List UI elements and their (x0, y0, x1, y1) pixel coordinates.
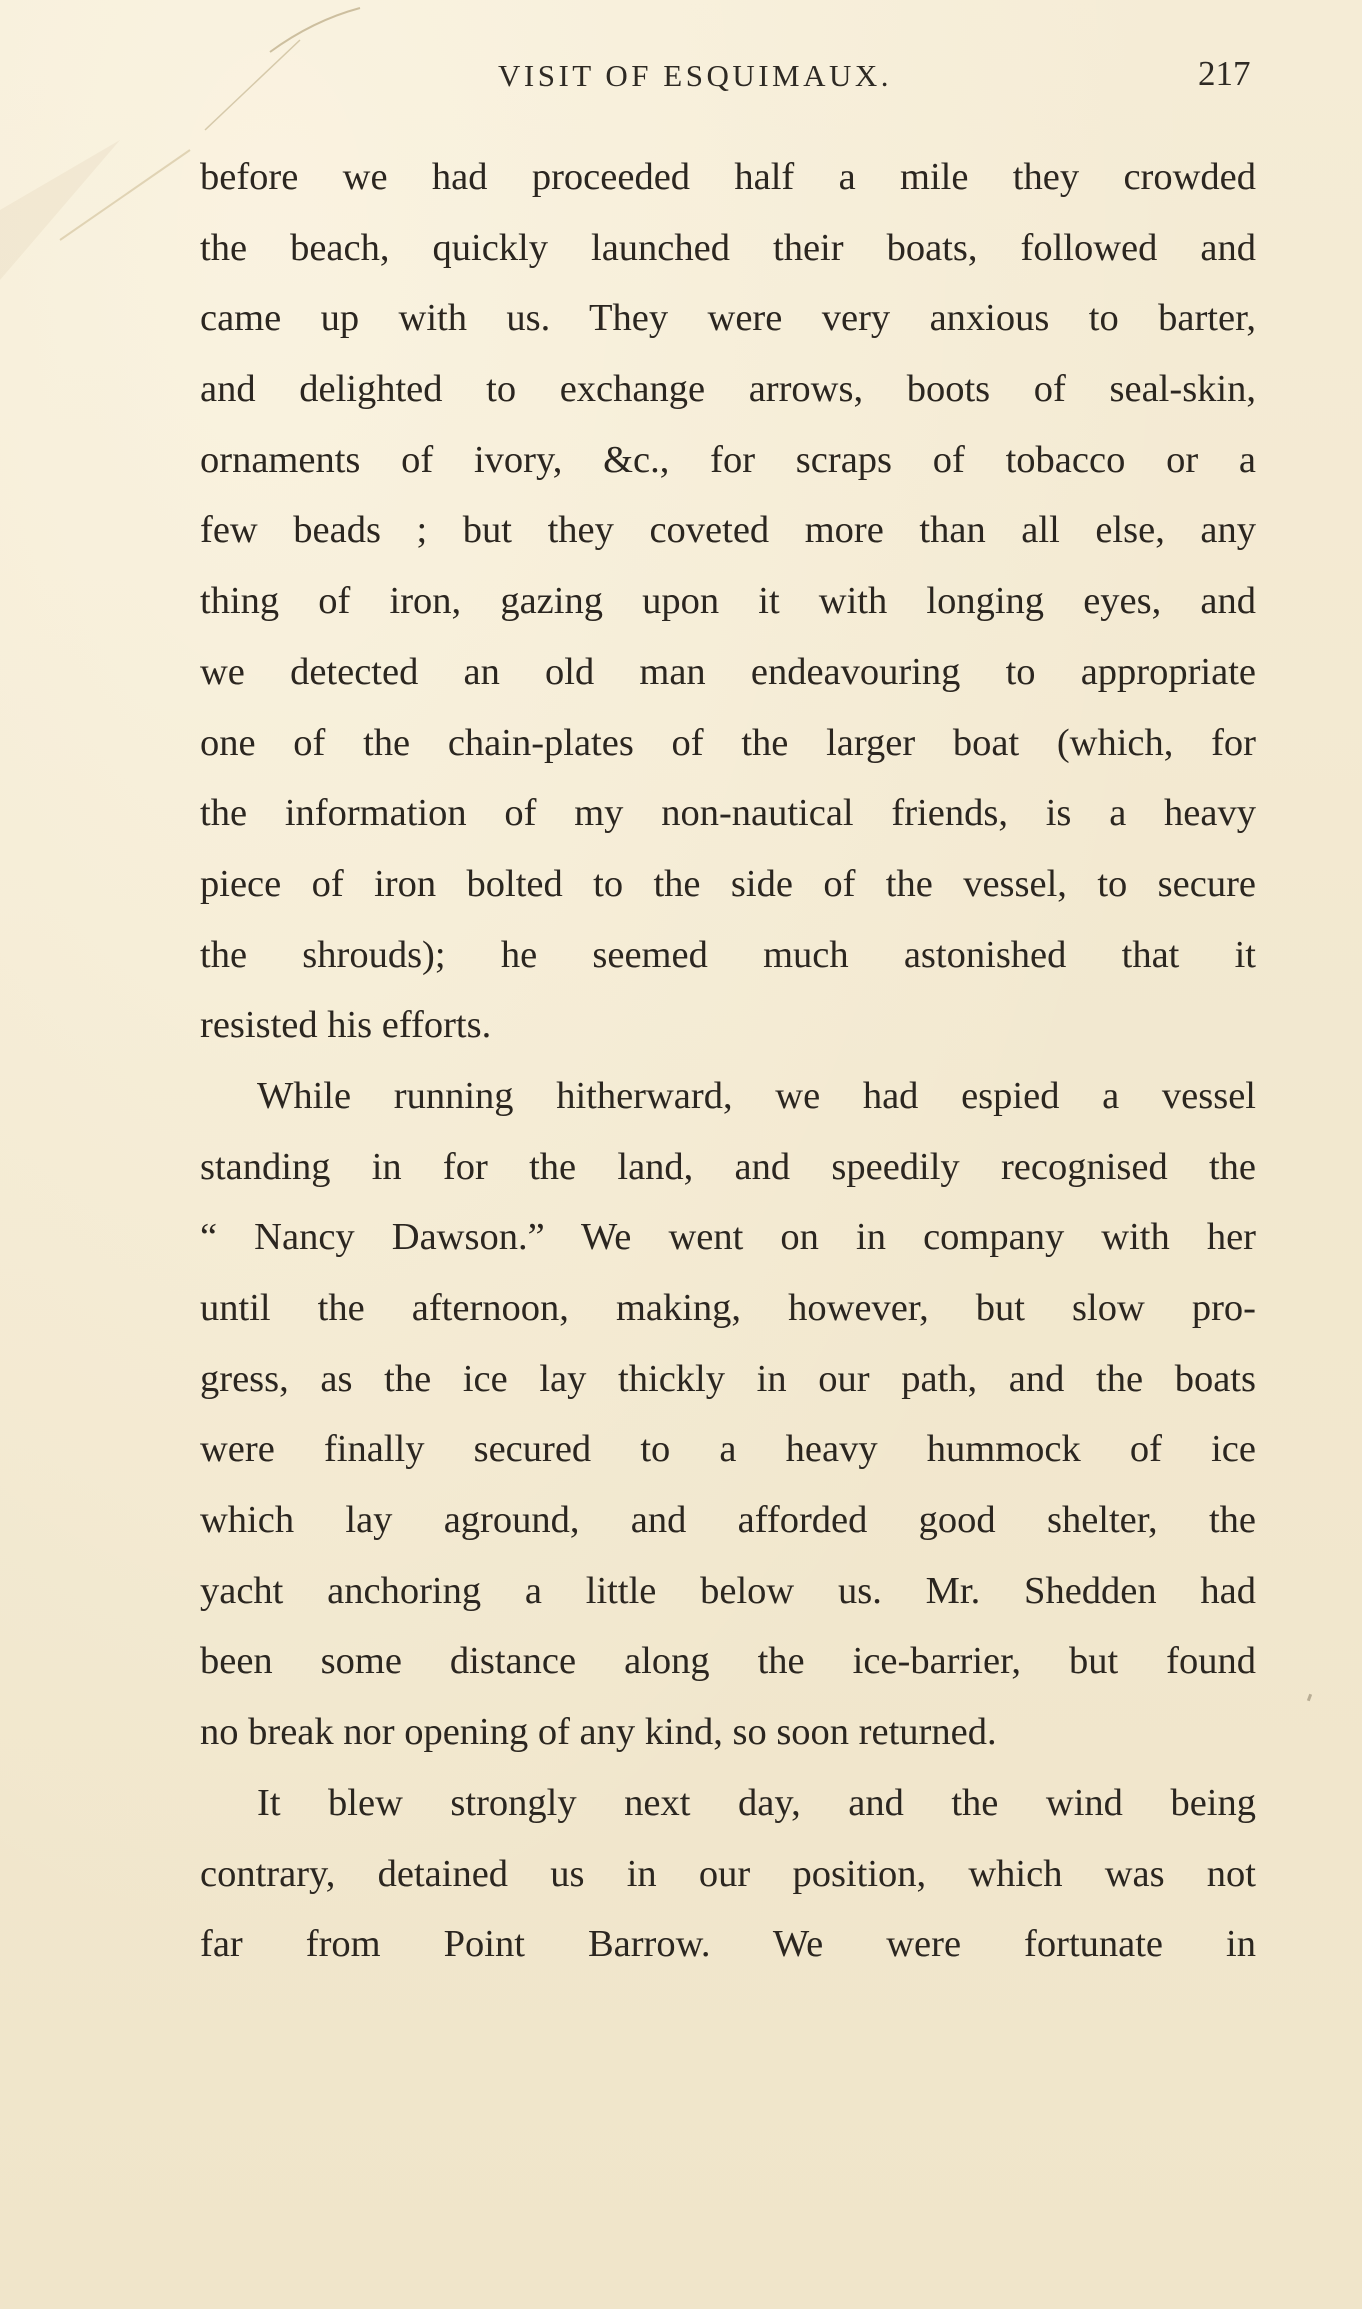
text-line: came up with us. They were very anxious to barter, (200, 297, 1256, 340)
running-head: VISIT OF ESQUIMAUX. (498, 58, 893, 93)
text-line: piece of iron bolted to the side of the vessel, to secure (200, 862, 1256, 905)
text-line-paragraph-start: While running hitherward, we had espied a vessel (257, 1074, 1256, 1117)
text-line: the beach, quickly launched their boats, followed and (200, 226, 1256, 269)
text-line: standing in for the land, and speedily recognised the (200, 1145, 1256, 1188)
text-line: thing of iron, gazing upon it with longing eyes, and (200, 580, 1256, 623)
text-line-paragraph-end: no break nor opening of any kind, so soon returned. (200, 1711, 997, 1754)
page-number: 217 (1198, 54, 1251, 93)
body-text (200, 142, 1256, 1980)
text-line: few beads ; but they coveted more than all else, any (200, 509, 1256, 552)
text-line: ornaments of ivory, &c., for scraps of tobacco or a (200, 438, 1256, 481)
text-line-paragraph-end: resisted his efforts. (200, 1004, 492, 1047)
text-line: until the afternoon, making, however, but slow pro- (200, 1287, 1256, 1329)
text-line: far from Point Barrow. We were fortunate in (200, 1923, 1256, 1966)
text-line-paragraph-start: It blew strongly next day, and the wind being (257, 1781, 1256, 1824)
text-line: and delighted to exchange arrows, boots of seal-skin, (200, 368, 1256, 411)
page-header (0, 52, 1362, 112)
text-line: “ Nancy Dawson.” We went on in company with her (200, 1216, 1256, 1259)
paper-speck (1307, 1694, 1312, 1702)
text-line: were finally secured to a heavy hummock of ice (200, 1428, 1256, 1471)
text-line: gress, as the ice lay thickly in our path, and the boats (200, 1357, 1256, 1400)
text-line: contrary, detained us in our position, which was not (200, 1852, 1256, 1895)
text-line: the shrouds); he seemed much astonished that it (200, 933, 1256, 976)
text-line: which lay aground, and afforded good shelter, the (200, 1499, 1256, 1542)
text-line: the information of my non-nautical friends, is a heavy (200, 792, 1256, 835)
text-line: been some distance along the ice-barrier, but found (200, 1640, 1256, 1683)
text-line: we detected an old man endeavouring to appropriate (200, 650, 1256, 693)
text-line: before we had proceeded half a mile they crowded (200, 156, 1256, 198)
text-line: yacht anchoring a little below us. Mr. Shedden had (200, 1569, 1256, 1612)
text-line: one of the chain-plates of the larger boat (which, for (200, 721, 1256, 764)
